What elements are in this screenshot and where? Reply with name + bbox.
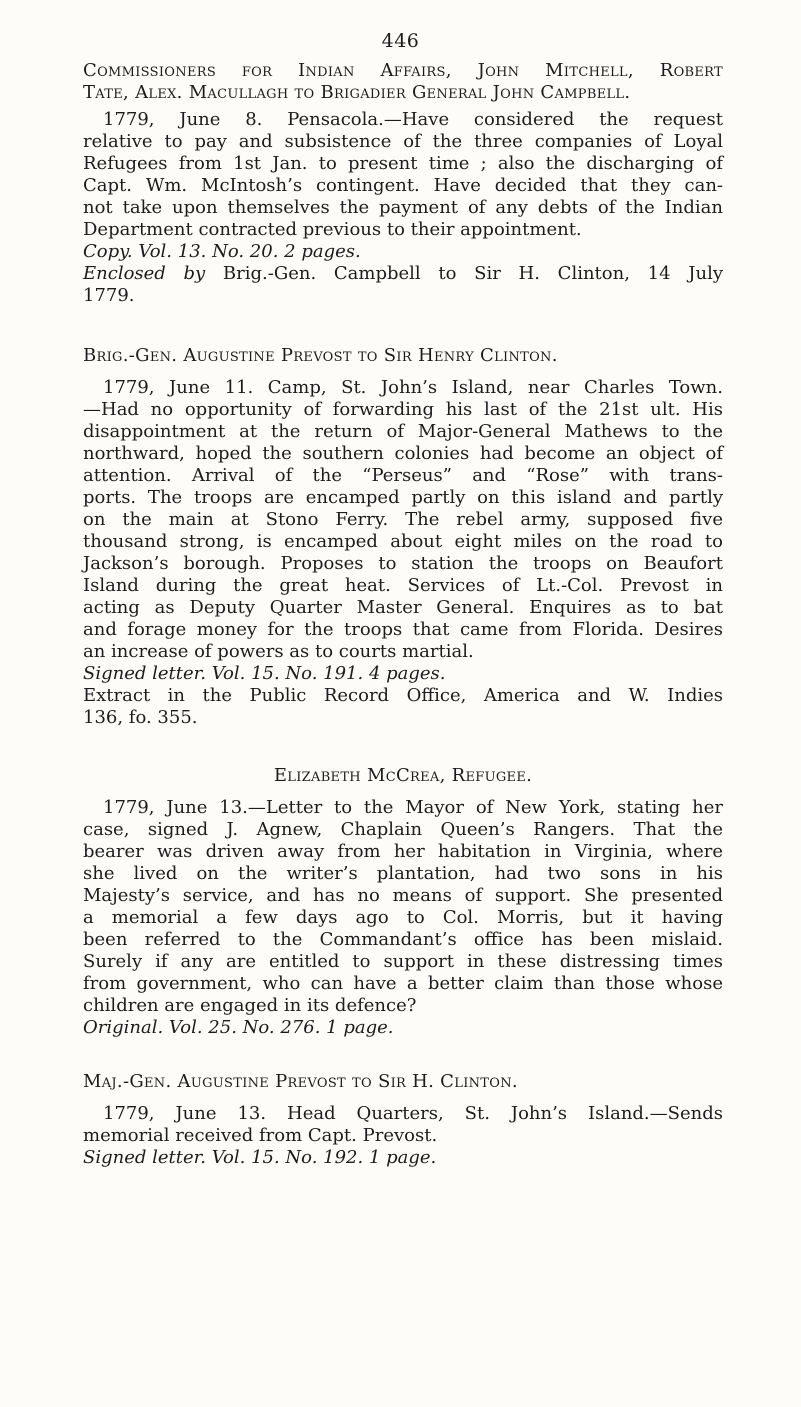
entry-heading <box>83 60 723 104</box>
body-line: relative to pay and subsistence of the three companies of Loyal <box>83 131 723 152</box>
entry-heading <box>83 765 723 787</box>
body-line: Surely if any are entitled to support in these distressing times <box>83 951 723 972</box>
body-line: acting as Deputy Quarter Master General. Enquires as to bat <box>83 597 723 618</box>
entry-body <box>83 109 723 307</box>
body-line: case, signed J. Agnew, Chaplain Queen’s Rangers. That the <box>83 819 723 840</box>
body-line: thousand strong, is encamped about eight miles on the road to <box>83 531 723 552</box>
heading-line: Elizabeth McCrea, Refugee. <box>273 765 533 786</box>
heading-line: Tate, Alex. Macullagh to Brigadier General John Campbell. <box>83 82 631 103</box>
body-line: northward, hoped the southern colonies had become an object of <box>83 443 723 464</box>
heading-line: Commissioners for Indian Affairs, John Mitchell, Robert <box>83 60 723 81</box>
heading-line: Brig.-Gen. Augustine Prevost to Sir Henry Clinton. <box>83 345 558 366</box>
body-line: memorial received from Capt. Prevost. <box>83 1125 438 1146</box>
body-line: a memorial a few days ago to Col. Morris, but it having <box>83 907 723 928</box>
body-line: Capt. Wm. McIntosh’s contingent. Have decided that they can- <box>83 175 723 196</box>
entries <box>83 60 723 1169</box>
entry-heading <box>83 345 723 367</box>
body-line: been referred to the Commandant’s office has been mislaid. <box>83 929 723 950</box>
citation: Copy. Vol. 13. No. 20. 2 pages. <box>83 241 361 262</box>
note-italic: Enclosed by <box>83 263 206 284</box>
body-line: bearer was driven away from her habitation in Virginia, where <box>83 841 723 862</box>
body-line: she lived on the writer’s plantation, had two sons in his <box>83 863 723 884</box>
entry-mccrea <box>83 765 723 1039</box>
entry-commissioners <box>83 60 723 307</box>
body-line: Majesty’s service, and has no means of support. She presented <box>83 885 723 906</box>
citation: Signed letter. Vol. 15. No. 191. 4 pages. <box>83 663 446 684</box>
body-line: ports. The troops are encamped partly on this island and partly <box>83 487 723 508</box>
body-line: 1779, June 11. Camp, St. John’s Island, near Charles Town. <box>103 377 723 398</box>
body-line: children are engaged in its defence? <box>83 995 417 1016</box>
body-line: —Had no opportunity of forwarding his last of the 21st ult. His <box>83 399 723 420</box>
entry-spacer <box>83 307 723 345</box>
body-line: from government, who can have a better claim than those whose <box>83 973 723 994</box>
page-number: 446 <box>381 30 420 52</box>
citation: Signed letter. Vol. 15. No. 192. 1 page. <box>83 1147 437 1168</box>
note-line: Enclosed by Brig.-Gen. Campbell to Sir H. Clinton, 14 July <box>83 263 723 284</box>
entry-body <box>83 797 723 1039</box>
body-line: disappointment at the return of Major-General Mathews to the <box>83 421 723 442</box>
body-line: Department contracted previous to their appointment. <box>83 219 582 240</box>
entry-heading <box>83 1071 723 1093</box>
citation: Original. Vol. 25. No. 276. 1 page. <box>83 1017 394 1038</box>
body-line: 1779, June 8. Pensacola.—Have considered the request <box>103 109 723 130</box>
note-line: Extract in the Public Record Office, America and W. Indies <box>83 685 723 706</box>
entry-prevost-clinton-2 <box>83 1071 723 1169</box>
body-line: Jackson’s borough. Proposes to station the troops on Beaufort <box>83 553 723 574</box>
body-line: on the main at Stono Ferry. The rebel army, supposed five <box>83 509 723 530</box>
entry-body <box>83 1103 723 1169</box>
body-line: 1779, June 13.—Letter to the Mayor of New York, stating her <box>103 797 723 818</box>
entry-body <box>83 377 723 729</box>
body-line: Refugees from 1st Jan. to present time ; also the discharging of <box>83 153 723 174</box>
body-line: not take upon themselves the payment of any debts of the Indian <box>83 197 723 218</box>
entry-prevost-clinton <box>83 345 723 729</box>
note-line: 136, fo. 355. <box>83 707 198 728</box>
body-line: and forage money for the troops that came from Florida. Desires <box>83 619 723 640</box>
body-line: 1779, June 13. Head Quarters, St. John’s Island.—Sends <box>103 1103 723 1124</box>
body-line: attention. Arrival of the “Perseus” and “Rose” with trans- <box>83 465 723 486</box>
entry-spacer <box>83 1039 723 1071</box>
body-line: Island during the great heat. Services of Lt.-Col. Prevost in <box>83 575 723 596</box>
heading-line: Maj.-Gen. Augustine Prevost to Sir H. Clinton. <box>83 1071 518 1092</box>
entry-spacer <box>83 729 723 765</box>
note-line: 1779. <box>83 285 135 306</box>
body-line: an increase of powers as to courts martial. <box>83 641 474 662</box>
